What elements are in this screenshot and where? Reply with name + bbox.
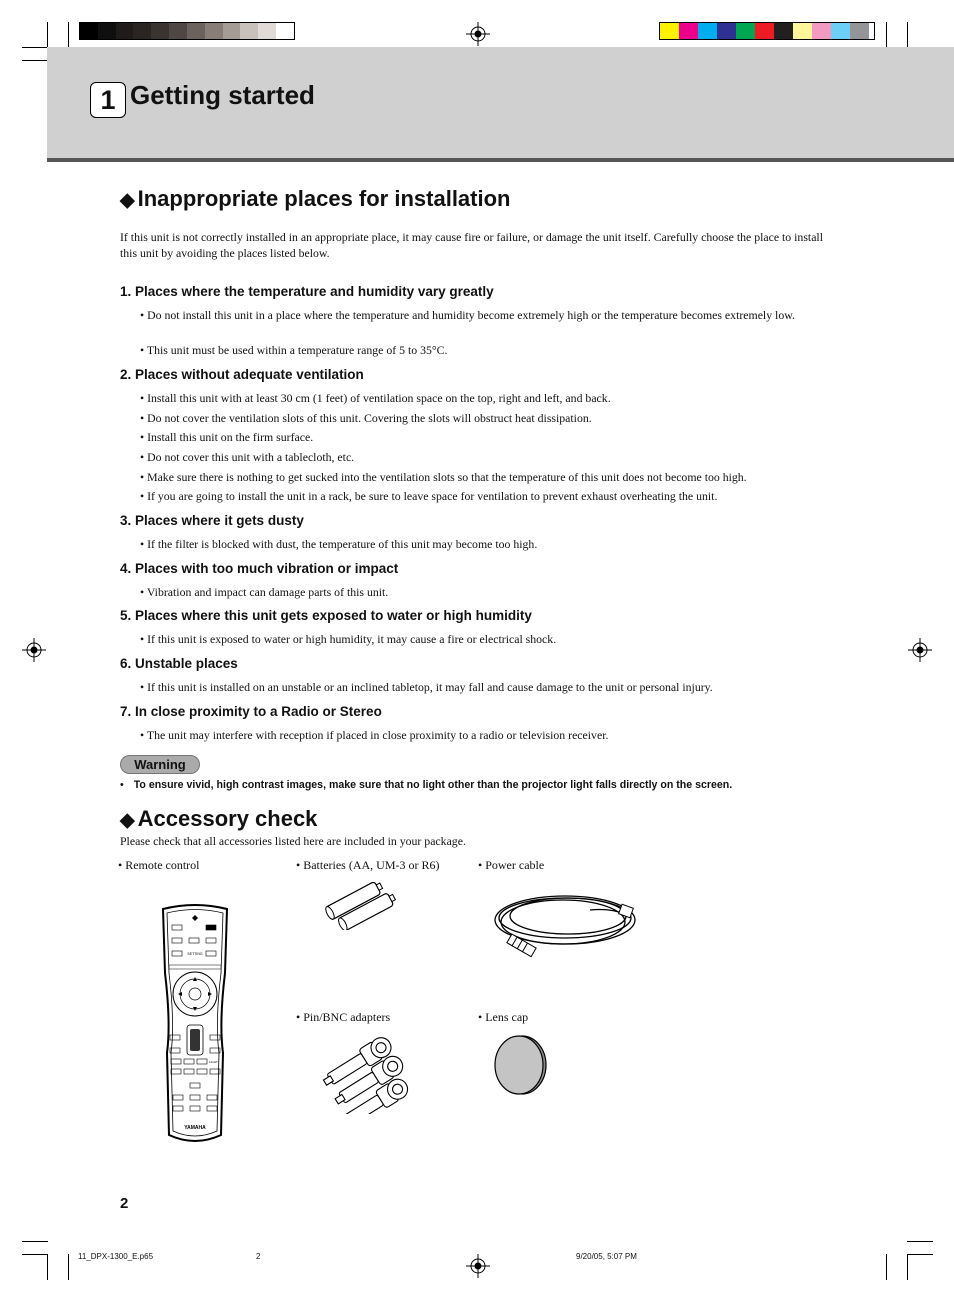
section-intro: Please check that all accessories listed here are included in your package. [120,834,466,848]
accessory-label-adapters: • Pin/BNC adapters [296,1010,391,1024]
list-item: • The unit may interfere with reception if placed in close proximity to a radio or television receiver. [140,728,609,742]
color-swatch [116,23,134,39]
color-swatch [717,23,736,39]
color-swatch [850,23,869,39]
color-swatch [98,23,116,39]
item-title: 6. Unstable places [120,656,238,671]
batteries-illustration [320,880,405,930]
color-swatch [812,23,831,39]
list-item: • This unit must be used within a temperature range of 5 to 35°C. [140,343,448,357]
color-swatch [831,23,850,39]
list-item: • Install this unit on the firm surface. [140,430,314,444]
list-item: • If the filter is blocked with dust, the temperature of this unit may become too high. [140,537,538,551]
color-swatch [774,23,793,39]
remote-light-label: LIGHT [209,1060,218,1064]
footer-file: 11_DPX-1300_E.p65 [78,1252,154,1261]
color-swatch [80,23,98,39]
item-title: 3. Places where it gets dusty [120,513,304,528]
registration-target-bottom [466,1254,490,1278]
list-item: • If this unit is exposed to water or high humidity, it may cause a fire or electrical shock. [140,632,557,646]
lens-cap-illustration [490,1032,550,1098]
warning-bullet: • [120,779,124,791]
item-title: 2. Places without adequate ventilation [120,367,364,382]
color-swatch [793,23,812,39]
registration-target-right [908,638,932,662]
list-item: • Do not install this unit in a place where the temperature and humidity become extremely high or the temperature becomes extremely low. [140,308,795,322]
section-title: Inappropriate places for installation [137,186,511,211]
color-swatch [151,23,169,39]
list-item: • Make sure there is nothing to get sucked into the ventilation slots so that the temperature of this unit does not become too high. [140,470,747,484]
color-swatch [755,23,774,39]
list-item: • Vibration and impact can damage parts of this unit. [140,585,389,599]
warning-badge: Warning [120,755,200,774]
color-swatch [240,23,258,39]
adapters-illustration [320,1032,410,1114]
remote-setting-label: SETTING [187,952,203,956]
color-swatch [169,23,187,39]
diamond-icon: ◆ [120,810,135,831]
page-number: 2 [120,1195,129,1212]
list-item: • Install this unit with at least 30 cm (1 feet) of ventilation space on the top, right and left, and back. [140,391,611,405]
warning-message: To ensure vivid, high contrast images, make sure that no light other than the projector light falls directly on the screen. [133,779,733,791]
section-heading-accessory [120,806,317,832]
list-item: • Do not cover the ventilation slots of this unit. Covering the slots will obstruct heat dissipation. [140,411,592,425]
chapter-title: Getting started [130,80,315,110]
color-swatch [736,23,755,39]
accessory-label-remote: • Remote control [118,858,200,872]
process-color-bar [659,22,875,40]
color-swatch [133,23,151,39]
section-intro: If this unit is not correctly installed in an appropriate place, it may cause fire or failure, or damage the unit itself. Carefully choose the place to install this unit by avoiding the places listed below. [120,230,823,260]
accessory-label-batteries: • Batteries (AA, UM-3 or R6) [296,858,440,872]
color-swatch [258,23,276,39]
remote-control-illustration [155,903,235,1148]
registration-target-left [22,638,46,662]
list-item: • Do not cover this unit with a tablecloth, etc. [140,450,355,464]
color-swatch [276,23,294,39]
chapter-number: 1 [90,82,126,118]
remote-brand-label: YAMAHA [184,1125,206,1131]
color-swatch [660,23,679,39]
section-title: Accessory check [137,806,318,831]
diamond-icon: ◆ [120,190,135,211]
list-item: • If this unit is installed on an unstable or an inclined tabletop, it may fall and cause damage to the unit or personal injury. [140,680,713,694]
power-cable-illustration [490,880,640,962]
color-swatch [698,23,717,39]
accessory-label-lens-cap: • Lens cap [478,1010,529,1024]
item-title: 4. Places with too much vibration or impact [120,561,399,576]
color-swatch [205,23,223,39]
item-title: 7. In close proximity to a Radio or Stereo [120,704,382,719]
registration-target-top [466,22,490,46]
color-swatch [223,23,241,39]
color-swatch [679,23,698,39]
color-swatch [187,23,205,39]
grayscale-color-bar [79,22,295,40]
section-heading-installation [120,186,510,212]
footer-date: 9/20/05, 5:07 PM [576,1252,637,1261]
item-title: 5. Places where this unit gets exposed to water or high humidity [120,608,532,623]
list-item: • If you are going to install the unit in a rack, be sure to leave space for ventilation to prevent exhaust overheating the unit. [140,489,718,503]
accessory-label-power-cable: • Power cable [478,858,545,872]
footer-page: 2 [256,1252,261,1261]
item-title: 1. Places where the temperature and humidity vary greatly [120,284,494,299]
warning-text [120,779,732,791]
